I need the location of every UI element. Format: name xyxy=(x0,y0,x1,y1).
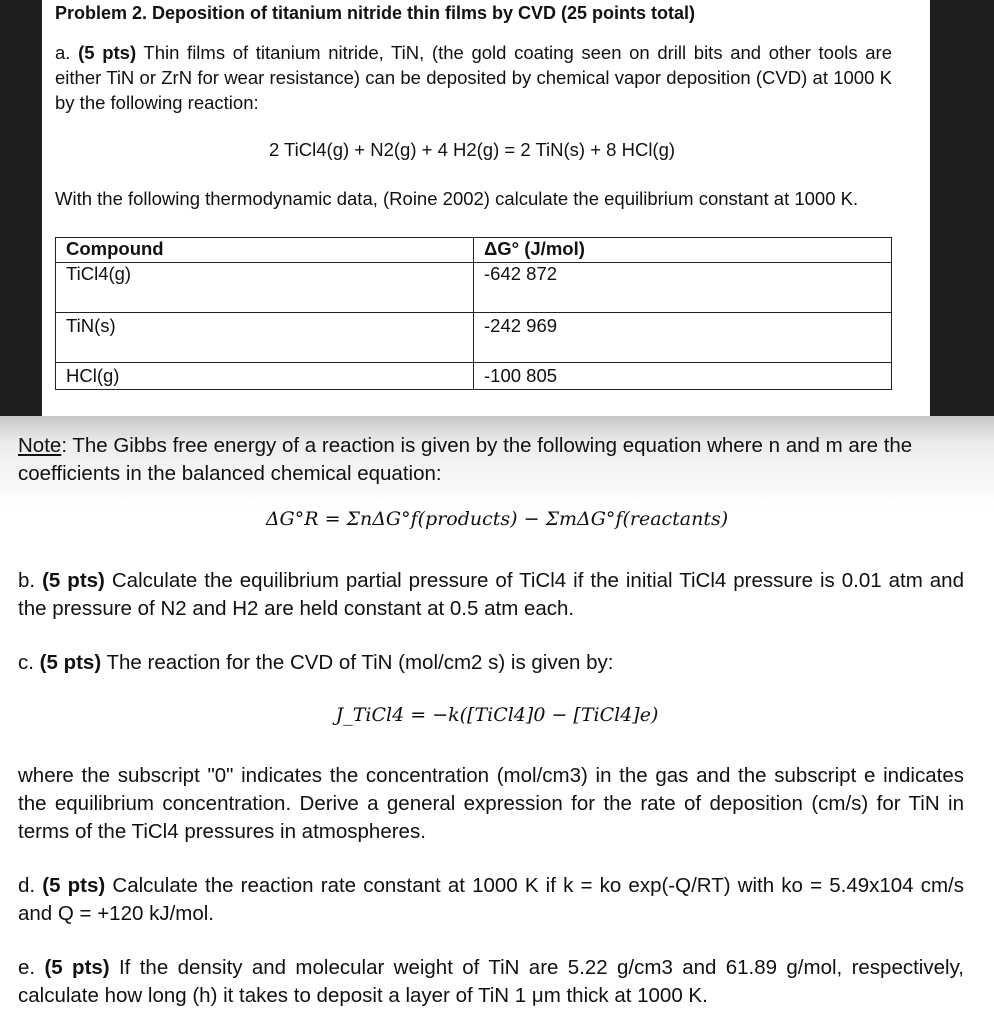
data-intro: With the following thermodynamic data, (Roine 2002) calculate the equilibrium constant at 1000 K. xyxy=(55,188,859,209)
table-row xyxy=(56,313,892,363)
cell-compound: HCl(g) xyxy=(56,363,474,390)
part-b-paragraph xyxy=(18,567,964,623)
part-c-followup: where the subscript "0" indicates the concentration (mol/cm3) in the gas and the subscript e indicates the equilibrium concentration. Derive a general expression for the rate of deposition (cm/s) for TiN in terms of the TiCl4 pressures in atmospheres. xyxy=(18,764,964,843)
note-text: : The Gibbs free energy of a reaction is given by the following equation where n and m are the coefficients in the balanced chemical equation: xyxy=(18,434,913,485)
note-paragraph xyxy=(18,432,964,488)
col-header-dg: ΔG° (J/mol) xyxy=(474,238,892,263)
part-a-paragraph xyxy=(55,40,892,115)
part-d-text: Calculate the reaction rate constant at 1000 K if k = ko exp(-Q/RT) with ko = 5.49x104 cm/s and Q = +120 kJ/mol. xyxy=(18,874,965,925)
col-header-compound: Compound xyxy=(56,238,474,263)
part-a-label: a. xyxy=(55,42,71,63)
part-e-points: (5 pts) xyxy=(44,956,110,979)
problem-title: Problem 2. Deposition of titanium nitride thin films by CVD (25 points total) xyxy=(55,3,696,23)
cell-dg: -242 969 xyxy=(474,313,892,363)
note-label: Note xyxy=(18,434,62,457)
table-header-row xyxy=(56,238,892,263)
table-row xyxy=(56,263,892,313)
cell-dg: -100 805 xyxy=(474,363,892,390)
reaction-text: 2 TiCl4(g) + N2(g) + 4 H2(g) = 2 TiN(s) + 8 HCl(g) xyxy=(268,139,676,160)
flux-equation xyxy=(0,704,994,726)
part-e-text: If the density and molecular weight of TiN are 5.22 g/cm3 and 61.89 g/mol, respectively, calculate how long (h) it takes to deposit a layer of TiN 1 μm thick at 1000 K. xyxy=(18,956,964,1007)
part-e-paragraph xyxy=(18,954,964,1010)
cell-compound: TiCl4(g) xyxy=(56,263,474,313)
part-a-text: Thin films of titanium nitride, TiN, (the gold coating seen on drill bits and other tools are either TiN or ZrN for wear resistance) can be deposited by chemical vapor deposition (CVD) at 1000 K by the following reaction: xyxy=(55,42,893,113)
part-c-label: c. xyxy=(18,651,34,674)
part-c-points: (5 pts) xyxy=(39,651,102,674)
cell-compound: TiN(s) xyxy=(56,313,474,363)
gibbs-equation-text: ΔG°R = ΣnΔG°f(products) − ΣmΔG°f(reactants) xyxy=(265,508,729,530)
part-d-points: (5 pts) xyxy=(42,874,106,897)
part-b-label: b. xyxy=(18,569,36,592)
part-d-label: d. xyxy=(18,874,36,897)
flux-equation-text: J_TiCl4 = −k([TiCl4]0 − [TiCl4]e) xyxy=(335,704,659,726)
part-c-text: The reaction for the CVD of TiN (mol/cm2 s) is given by: xyxy=(106,651,614,674)
part-a-points: (5 pts) xyxy=(78,42,137,63)
part-e-label: e. xyxy=(18,956,36,979)
thermo-table xyxy=(55,237,892,390)
gibbs-equation xyxy=(0,508,994,530)
part-b-points: (5 pts) xyxy=(42,569,105,592)
table-row xyxy=(56,363,892,390)
cell-dg: -642 872 xyxy=(474,263,892,313)
part-b-text: Calculate the equilibrium partial pressure of TiCl4 if the initial TiCl4 pressure is 0.01 atm and the pressure of N2 and H2 are held constant at 0.5 atm each. xyxy=(18,569,964,620)
reaction-equation xyxy=(0,139,944,161)
part-c-paragraph xyxy=(18,649,964,677)
part-d-paragraph xyxy=(18,872,964,928)
